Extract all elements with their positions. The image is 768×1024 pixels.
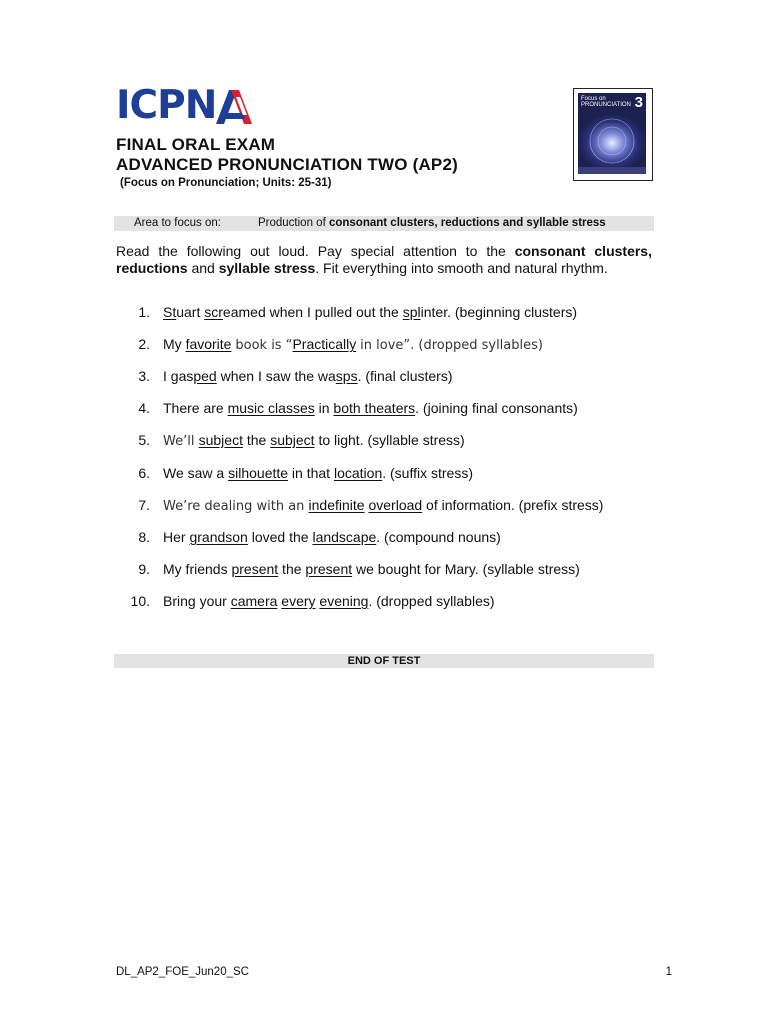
underlined-word: present bbox=[231, 561, 279, 577]
instructions: Read the following out loud. Pay special attention to the consonant clusters, reductions and syllable stress. Fit everything into smooth and natural rhythm. bbox=[116, 243, 652, 276]
list-item-number: 4. bbox=[138, 400, 150, 416]
underlined-word: Practically bbox=[292, 336, 357, 352]
list-item-number: 7. bbox=[138, 497, 150, 513]
end-of-test-bar: END OF TEST bbox=[114, 654, 654, 668]
logo-text: ICPN bbox=[116, 83, 217, 128]
page-subtitle: (Focus on Pronunciation; Units: 25-31) bbox=[120, 177, 332, 189]
list-item-text: My friends present the present we bought for Mary. (syllable stress) bbox=[163, 561, 580, 577]
list-item-number: 9. bbox=[138, 561, 150, 577]
list-item-text: My favorite book is “Practically in love”. (dropped syllables) bbox=[163, 336, 543, 353]
list-item-number: 1. bbox=[138, 304, 150, 320]
underlined-word: scr bbox=[204, 304, 223, 320]
list-item-number: 2. bbox=[138, 336, 150, 352]
underlined-word: silhouette bbox=[228, 465, 289, 481]
underlined-word: overload bbox=[368, 497, 423, 513]
footer-page-number: 1 bbox=[665, 966, 672, 978]
icpna-logo bbox=[116, 83, 252, 128]
footer-doc-code: DL_AP2_FOE_Jun20_SC bbox=[116, 966, 249, 978]
underlined-word: evening bbox=[319, 593, 369, 609]
underlined-word: camera bbox=[230, 593, 278, 609]
focus-value: Production of consonant clusters, reductions and syllable stress bbox=[258, 217, 606, 229]
underlined-word: spl bbox=[402, 304, 421, 320]
list-item-text: There are music classes in both theaters. (joining final consonants) bbox=[163, 400, 578, 416]
list-item-text: We’ll subject the subject to light. (syllable stress) bbox=[163, 432, 465, 449]
underlined-word: indefinite bbox=[308, 497, 365, 513]
list-item-text: Stuart screamed when I pulled out the splinter. (beginning clusters) bbox=[163, 304, 578, 320]
list-item-text: We’re dealing with an indefinite overload of information. (prefix stress) bbox=[163, 497, 604, 514]
underlined-word: sps bbox=[335, 368, 358, 384]
book-cover-title: Focus on PRONUNCIATION bbox=[581, 96, 631, 108]
list-item-text: Her grandson loved the landscape. (compound nouns) bbox=[163, 529, 501, 545]
underlined-word: both theaters bbox=[333, 400, 416, 416]
list-item-text: Bring your camera every evening. (dropped syllables) bbox=[163, 593, 495, 609]
underlined-word: music classes bbox=[227, 400, 315, 416]
underlined-word: location bbox=[333, 465, 383, 481]
underlined-word: ped bbox=[193, 368, 217, 384]
underlined-word: landscape bbox=[312, 529, 377, 545]
list-item-number: 5. bbox=[138, 432, 150, 448]
list-item-number: 8. bbox=[138, 529, 150, 545]
book-cover bbox=[573, 88, 653, 181]
underlined-word: subject bbox=[270, 432, 315, 448]
list-item-text: We saw a silhouette in that location. (suffix stress) bbox=[163, 465, 473, 481]
list-item-number: 10. bbox=[130, 593, 150, 609]
book-cover-number: 3 bbox=[634, 94, 643, 111]
title-line-2: ADVANCED PRONUNCIATION TWO (AP2) bbox=[116, 155, 458, 174]
logo-a-icon bbox=[216, 89, 252, 125]
list-item-text: I gasped when I saw the wasps. (final clusters) bbox=[163, 368, 453, 384]
underlined-word: present bbox=[305, 561, 353, 577]
underlined-word: every bbox=[281, 593, 316, 609]
list-item-number: 3. bbox=[138, 368, 150, 384]
underlined-word: grandson bbox=[189, 529, 248, 545]
book-cover-art bbox=[578, 93, 646, 174]
title-line-1: FINAL ORAL EXAM bbox=[116, 135, 276, 154]
underlined-word: St bbox=[163, 304, 177, 320]
focus-label: Area to focus on: bbox=[134, 217, 221, 229]
focus-bar bbox=[114, 216, 654, 231]
underlined-word: subject bbox=[198, 432, 243, 448]
underlined-word: favorite bbox=[185, 336, 232, 352]
page-title bbox=[116, 135, 458, 175]
list-item-number: 6. bbox=[138, 465, 150, 481]
